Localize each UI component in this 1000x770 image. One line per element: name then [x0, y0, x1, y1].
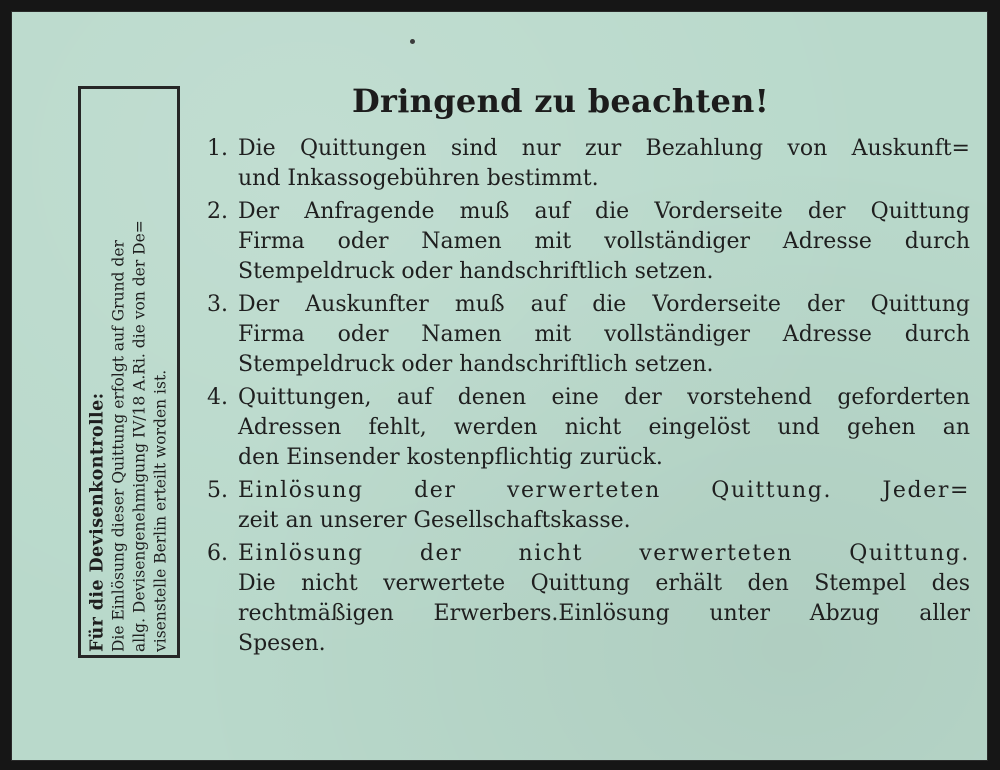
rule-text — [238, 197, 970, 287]
rule-line: Spesen. — [238, 631, 326, 656]
rule-item-1 — [202, 134, 970, 194]
rule-line: zeit an unserer Gesellschaftskasse. — [238, 508, 631, 533]
rule-text — [238, 383, 970, 473]
rule-line: Der Anfragende muß auf die Vorderseite der Quittung — [238, 199, 970, 224]
rule-line: Stempeldruck oder handschriftlich setzen. — [238, 352, 714, 377]
currency-control-title: Für die Devisenkontrolle: — [87, 392, 108, 652]
rule-item-6 — [202, 539, 970, 659]
rule-number: 1. — [207, 136, 228, 161]
rule-line: Firma oder Namen mit vollständiger Adresse durch — [238, 229, 970, 254]
rule-line: und Inkassogebühren bestimmt. — [238, 166, 599, 191]
rule-number: 6. — [207, 541, 228, 566]
rule-line: Quittungen, auf denen eine der vorstehend geforderten — [238, 385, 970, 410]
rule-text — [238, 476, 970, 536]
rule-item-2 — [202, 197, 970, 287]
rule-line: Die nicht verwertete Quittung erhält den Stempel des — [238, 571, 970, 596]
rule-line: Der Auskunfter muß auf die Vorderseite der Quittung — [238, 292, 970, 317]
rule-item-4 — [202, 383, 970, 473]
rule-text — [238, 134, 970, 194]
currency-control-line: visenstelle Berlin erteilt worden ist. — [151, 369, 170, 652]
rule-number: 4. — [207, 385, 228, 410]
currency-control-text — [87, 92, 172, 652]
rule-line: Die Quittungen sind nur zur Bezahlung von Auskunft= — [238, 136, 970, 161]
rules-list — [202, 134, 970, 662]
currency-control-line: Die Einlösung dieser Quittung erfolgt auf Grund der — [109, 240, 128, 652]
rule-number: 2. — [207, 199, 228, 224]
rule-line: Firma oder Namen mit vollständiger Adresse durch — [238, 322, 970, 347]
rule-item-3 — [202, 290, 970, 380]
rule-line: den Einsender kostenpflichtig zurück. — [238, 445, 663, 470]
notice-heading: Dringend zu beachten! — [352, 82, 770, 120]
rule-number: 5. — [207, 478, 228, 503]
rule-number: 3. — [207, 292, 228, 317]
receipt-card — [12, 12, 987, 760]
rule-line: rechtmäßigen Erwerbers.Einlösung unter Abzug aller — [238, 601, 970, 626]
rule-item-5 — [202, 476, 970, 536]
ink-dot — [410, 39, 415, 44]
rule-text — [238, 539, 970, 659]
rule-line: Stempeldruck oder handschriftlich setzen. — [238, 259, 714, 284]
rule-line: Einlösung der nicht verwerteten Quittung. — [238, 541, 970, 566]
currency-control-box — [78, 86, 180, 658]
rule-text — [238, 290, 970, 380]
rule-line: Einlösung der verwerteten Quittung. Jeder= — [238, 478, 970, 503]
currency-control-line: allg. Devisengenehmigung IV/18 A.Ri. die von der De= — [130, 220, 149, 652]
rule-line: Adressen fehlt, werden nicht eingelöst und gehen an — [238, 415, 970, 440]
